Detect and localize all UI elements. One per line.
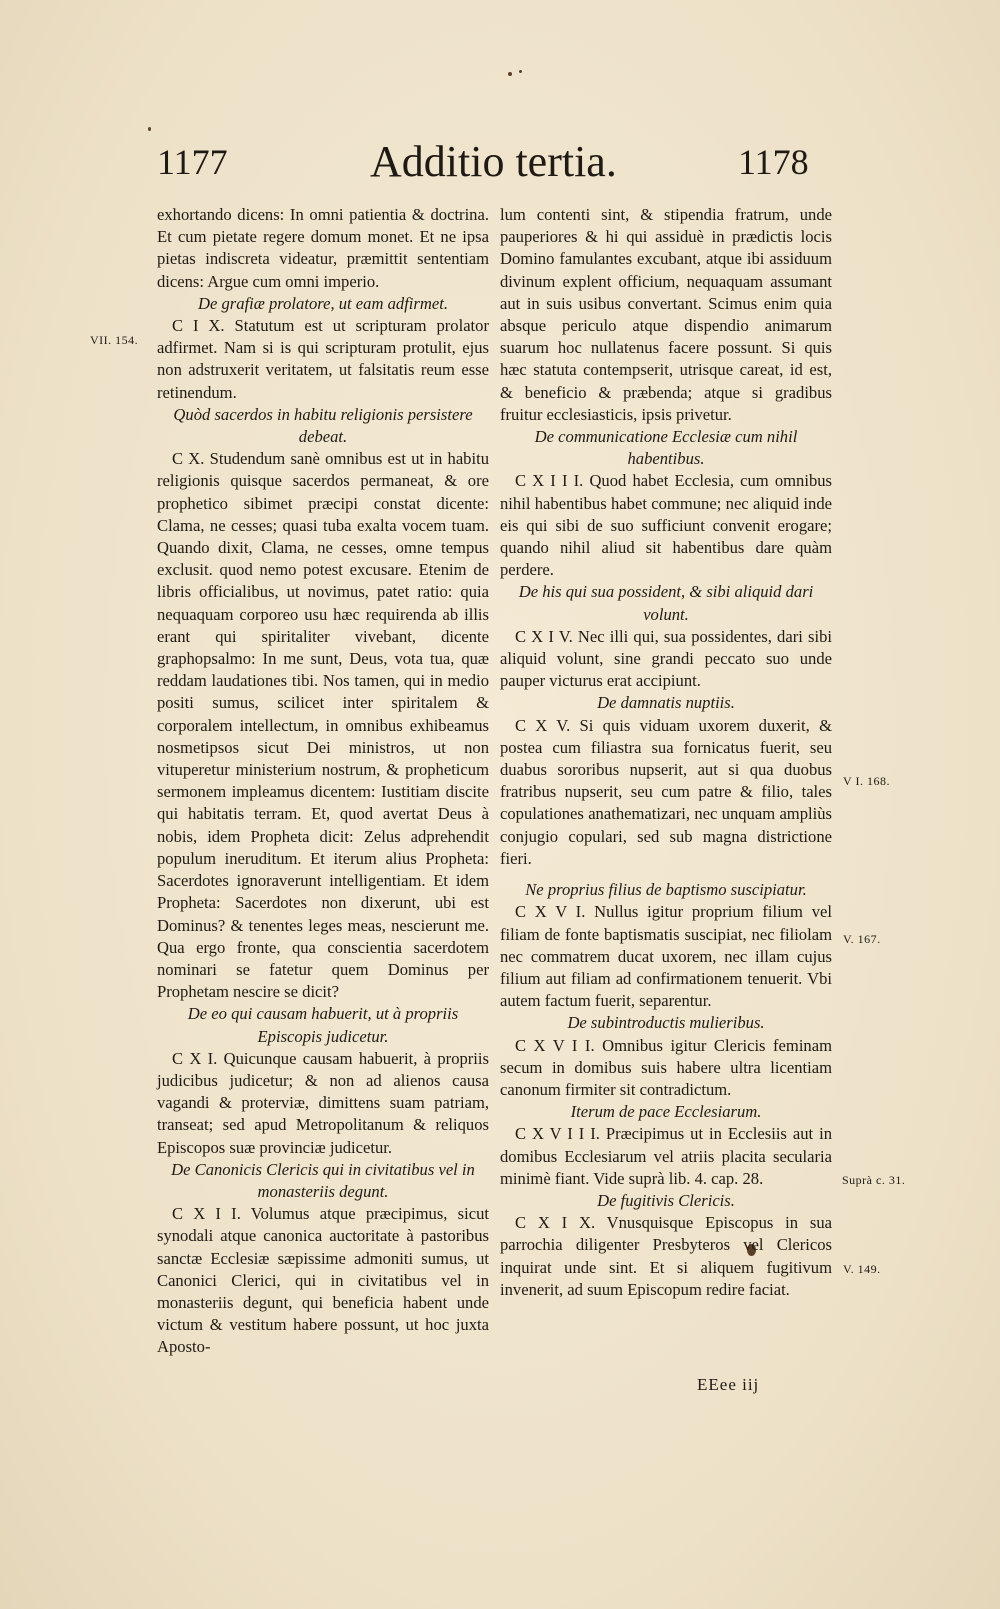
chapter-paragraph: C X I I. Volumus atque præcipimus, sicut synodali atque canonica auctoritate à pastoribus sanctæ Ecclesiæ sæpissime admoniti sumus, ut Canonici Clerici, qui in civitatibus vel in monasteriis degunt, qui beneficia habent unde victum & vestitum habere possunt, ut hoc juxta Aposto- — [157, 1204, 489, 1357]
marginal-note: V. 149. — [843, 1262, 881, 1276]
section-heading: De communicatione Ecclesiæ cum nihil habentibus. — [534, 427, 798, 469]
right-text-column — [500, 204, 832, 1301]
chapter-paragraph: C X I V. Nec illi qui, sua possidentes, dari sibi aliquid volunt, sine grandi peccato suo unde pauper victurus erat accipiunt. — [500, 626, 832, 691]
right-page-number: 1178 — [738, 142, 809, 182]
chapter-paragraph: C X V. Si quis viduam uxorem duxerit, & postea cum filiastra sua fornicatus fuerit, seu duabus sororibus nupserit, aut si qua duobus fratribus nupserit, seu cum patre & filio, tales copulationes anathematizari, nec unquam ampliùs conjugio copulari, sed sub magna districtione fieri. — [500, 715, 832, 868]
marginal-note: Suprà c. 31. — [842, 1173, 906, 1187]
chapter-paragraph: C X V I. Nullus igitur proprium filium vel filiam de fonte baptismatis suscipiat, nec filiolam nec commatrem ducat uxorem, nec illam cujus filium aut filiam ad confirmationem tenuerit. Vbi autem factum fuerit, separentur. — [500, 902, 832, 1011]
section-heading: Ne proprius filius de baptismo suscipiatur. — [525, 880, 807, 900]
chapter-paragraph: C X V I I I. Præcipimus ut in Ecclesiis aut in domibus Ecclesiarum vel atriis placita secularia minimè fiant. Vide suprà lib. 4. cap. 28. — [500, 1124, 832, 1188]
marginal-note: V. 167. — [843, 932, 881, 946]
section-heading: De his qui sua possident, & sibi aliquid dari volunt. — [518, 582, 814, 624]
continued-paragraph: lum contenti sint, & stipendia fratrum, unde pauperiores & hi qui assiduè in prædictis locis Domino famulantes excubant, atque ibi assiduum divinum explent officium, nequaquam assumant aut in suis usibus convertant. Scimus enim quia absque periculo atque dispendio animarum suarum hoc nullatenus facere possunt. Si quis hæc statuta contempserit, utrisque careat, id est, & beneficio & præbenda; atque si gradibus fruitur ecclesiasticis, ipsis privetur. — [500, 205, 832, 424]
marginal-note: VII. 154. — [90, 333, 139, 347]
running-title: Additio tertia. — [370, 137, 617, 186]
ink-spot — [508, 72, 512, 76]
chapter-paragraph: C X I I I. Quod habet Ecclesia, cum omnibus nihil habentibus habet commune; nec aliquid inde eis qui sibi de suo sufficiunt convenit erogare; quando nihil aliud sit habentibus dare quàm perdere. — [500, 471, 832, 580]
section-heading: De fugitivis Clericis. — [597, 1190, 735, 1210]
chapter-paragraph: C X V I I. Omnibus igitur Clericis feminam secum in domibus suis habere ultra licentiam canonum firmiter sit contradictum. — [500, 1035, 832, 1099]
marginal-note: V I. 168. — [843, 774, 890, 788]
continued-paragraph: exhortando dicens: In omni patientia & doctrina. Et cum pietate regere domum monet. Et ne ipsa pietas indiscreta videatur, præmittit sententiam dicens: Argue cum omni imperio. — [157, 205, 489, 291]
section-heading: Iterum de pace Ecclesiarum. — [570, 1102, 762, 1122]
ink-spot — [148, 127, 151, 131]
signature-mark: EEee iij — [697, 1375, 760, 1394]
section-heading: De eo qui causam habuerit, ut à propriis Episcopis judicetur. — [187, 1004, 459, 1046]
section-heading: De damnatis nuptiis. — [597, 693, 735, 713]
left-text-column — [157, 204, 489, 1359]
left-page-number: 1177 — [157, 142, 228, 182]
chapter-paragraph: C X I. Quicunque causam habuerit, à propriis judicibus judicetur; & non ad alienos causa vagandi & proterviæ, dimittens suam patriam, transeat; sed apud Metropolitanum & reliquos Episcopos suæ provinciæ judicetur. — [157, 1048, 489, 1157]
chapter-paragraph: C X I X. Vnusquisque Episcopus in sua parrochia diligenter Presbyteros vel Clericos inquirat unde sint. Et si aliquem fugitivum invenerit, ad suum Episcopum redire faciat. — [500, 1213, 832, 1299]
section-heading: De Canonicis Clericis qui in civitatibus vel in monasteriis degunt. — [171, 1159, 475, 1201]
section-heading: De grafiæ prolatore, ut eam adfirmet. — [198, 293, 448, 313]
section-heading: De subintroductis mulieribus. — [567, 1013, 765, 1033]
chapter-paragraph: C X. Studendum sanè omnibus est ut in habitu religionis quisque sacerdos permaneat, & ore prophetico sibimet præcipi constat dicente: Clama, ne cesses; quasi tuba exalta vocem tuam. Quando dixit, Clama, ne cesses, omne tempus exclusit. quod nemo potest excusare. Etenim de libris officialibus, ut novimus, patet ratio: quia nequaquam corporeo usu hæc requirenda ab illis erant qui spiritaliter vivebant, dicente graphopsalmo: In me sunt, Deus, vota tua, quæ reddam laudationes tibi. Nos tamen, qui in medio positi sumus, scilicet inter spiritalem & corporalem intellectum, in omnibus exhibeamus nosmetipsos sicut Dei ministros, ut non vituperetur ministerium nostrum, & propheticum sermonem impleamus dicentem: Iustitiam discite qui habitatis terram. Et, quod avertat Deus à nobis, idem Propheta dicit: Zelus adprehendit populum ineruditum. Et iterum alius Propheta: Sacerdotes ignoraverunt intelligentiam. Et idem Propheta: Sacerdotes non dixerunt, ubi est Dominus? & tenentes leges meas, nescierunt me. Qua ergo fronte, qua conscientia sacerdotem nominari se fatetur quem Dominus per Prophetam nescire se dicit? — [157, 449, 489, 1002]
section-heading: Quòd sacerdos in habitu religionis persistere debeat. — [173, 404, 473, 447]
chapter-paragraph: C I X. Statutum est ut scripturam prolator adfirmet. Nam si is qui scripturam protulit, ejus non adstruxerit veritatem, ut falsitatis reum esse retinendum. — [157, 316, 489, 402]
ink-spot — [519, 70, 522, 73]
